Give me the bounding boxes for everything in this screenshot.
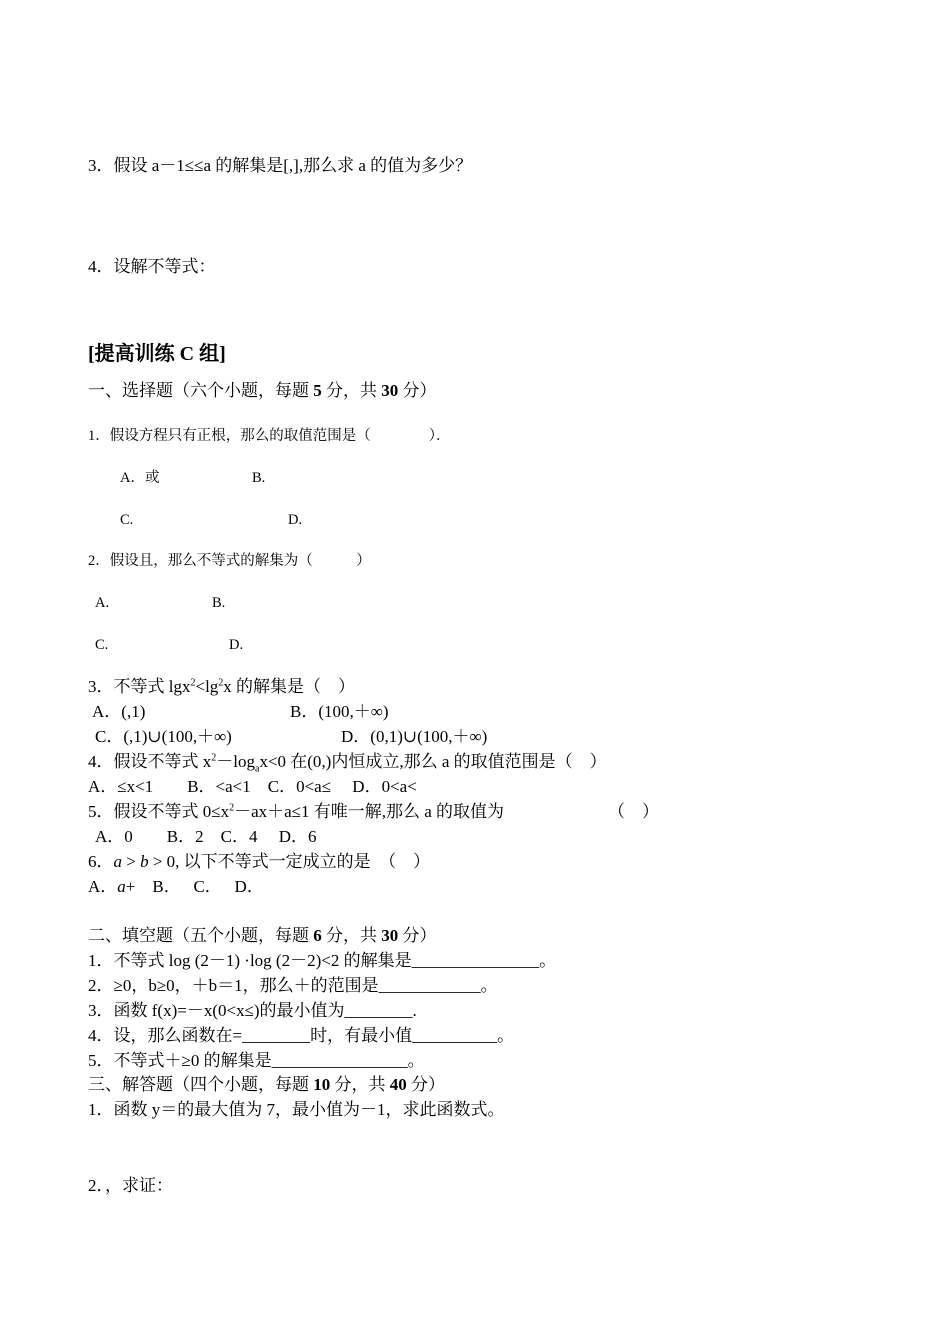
fill-5: 5．不等式＋≥0 的解集是________________。	[88, 1051, 425, 1070]
section-2-heading: 二、填空题（五个小题，每题 6 分，共 30 分）	[88, 926, 437, 945]
choice-4-options: A．≤x<1 B．<a<1 C．0<a≤ D．0<a<	[88, 777, 417, 796]
solve-1: 1．函数 y＝的最大值为 7，最小值为－1，求此函数式。	[88, 1100, 505, 1119]
choice-5-question: 5．假设不等式 $0\le x^2-ax+a\le 1$ 有唯一解,那么 a 的取值为	[88, 802, 505, 821]
choice-1-option-c: C.	[120, 512, 134, 528]
choice-5-options: A．0 B．2 C．4 D．6	[95, 827, 317, 846]
choice-1-option-b: B.	[252, 470, 266, 486]
choice-1-option-a: A．或	[120, 470, 160, 486]
section-3-heading: 三、解答题（四个小题，每题 10 分，共 40 分）	[88, 1075, 445, 1094]
choice-1-option-d: D.	[288, 512, 303, 528]
solve-2: 2．，求证：	[88, 1176, 173, 1195]
fill-3: 3．函数 f(x)=－x(0<x≤)的最小值为________.	[88, 1001, 417, 1020]
choice-3-option-c: C．(,1)∪(100,＋∞)	[95, 727, 232, 746]
prev-question-4: 4．设解不等式：	[88, 257, 216, 276]
fill-4: 4．设，那么函数在=________时，有最小值__________。	[88, 1026, 515, 1045]
choice-2-option-b: B.	[212, 595, 226, 611]
choice-3-option-a: A．(,1)	[92, 702, 146, 721]
fill-1: 1．不等式 log (2－1) ·log (2－2)<2 的解集是_______________。	[88, 951, 557, 970]
choice-6-options: A．a+ B． C． D．	[88, 877, 264, 896]
choice-3-option-b: B．(100,＋∞)	[290, 702, 389, 721]
choice-2-option-d: D.	[229, 637, 244, 653]
choice-3-question: 3．不等式 $\lg x^2<\lg^2x$ 的解集是（ ）	[88, 677, 356, 696]
section-1-heading: 一、选择题（六个小题，每题 5 分，共 30 分）	[88, 381, 437, 400]
choice-4-question: 4．假设不等式 $x^2-\log_ax<0$ 在(0,)内恒成立,那么 a 的取值范围是（ ）	[88, 752, 607, 775]
choice-6-question: 6．a > b > 0, 以下不等式一定成立的是 （ ）	[88, 852, 431, 871]
choice-1-question: 1．假设方程只有正根，那么的取值范围是（ ）．	[88, 428, 451, 444]
choice-2-option-a: A.	[95, 595, 110, 611]
choice-2-option-c: C.	[95, 637, 109, 653]
section-title-c: [提高训练 C 组]	[88, 343, 226, 365]
prev-question-3: 3．假设 a－1≤≤a 的解集是[,],那么求 a 的值为多少？	[88, 156, 473, 175]
choice-2-question: 2．假设且，那么不等式的解集为（ ）	[88, 553, 371, 569]
fill-2: 2．≥0，b≥0，＋b＝1，那么＋的范围是____________。	[88, 976, 498, 995]
choice-3-option-d: D．(0,1)∪(100,＋∞)	[341, 727, 488, 746]
choice-5-answer-paren: （ ）	[608, 802, 659, 821]
